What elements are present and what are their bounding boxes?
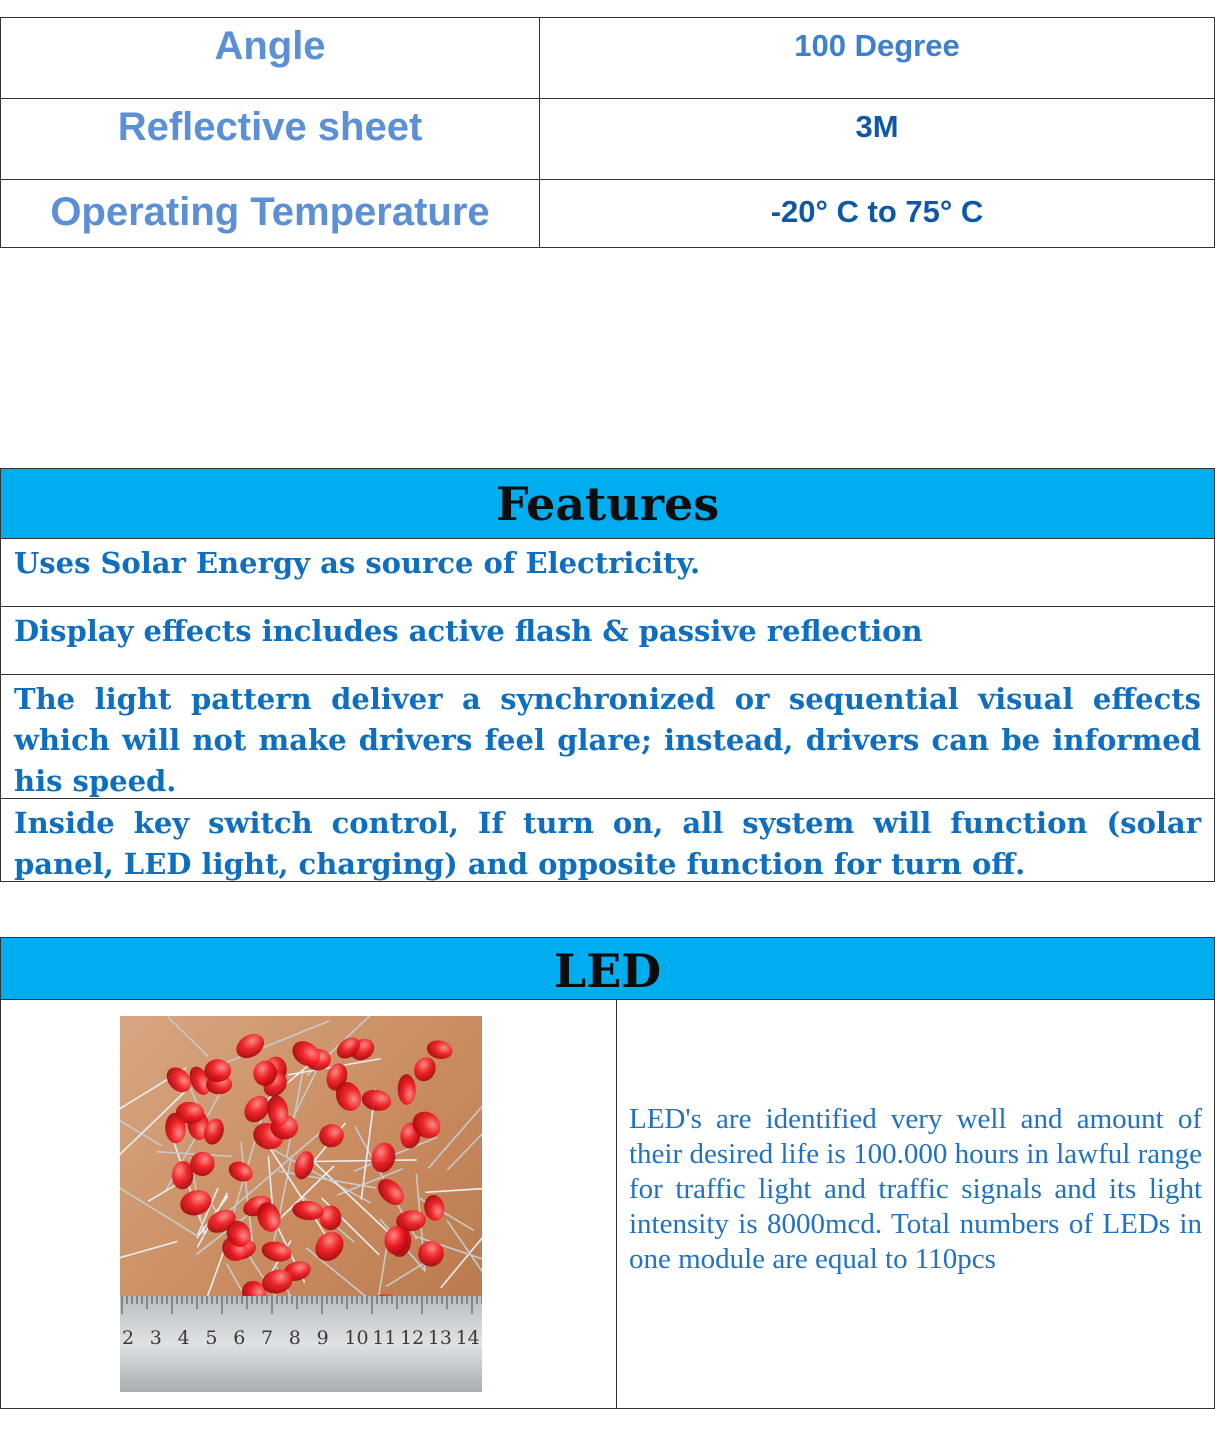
led-description: LED's are identified very well and amount of their desired life is 100.000 hours in lawful range for traffic light and traffic signals and its light intensity is 8000mcd. Total numbers of LEDs in one module are equal to 110pcs xyxy=(629,1103,1202,1275)
ruler-number: 10 xyxy=(344,1327,369,1349)
ruler-number: 7 xyxy=(261,1327,274,1349)
spec-row-operating-temperature xyxy=(1,180,1215,248)
led-title: LED xyxy=(1,938,1214,1000)
spec-label: Operating Temperature xyxy=(1,180,540,248)
spec-row-angle xyxy=(1,18,1215,99)
led-section xyxy=(0,937,1215,1409)
ruler-number: 14 xyxy=(455,1327,480,1349)
ruler-number: 9 xyxy=(316,1327,329,1349)
features-title: Features xyxy=(1,469,1214,539)
spec-value: -20° C to 75° C xyxy=(540,180,1215,248)
feature-item: Inside key switch control, If turn on, all system will function (solar panel, LED light, charging) and opposite function for turn off. xyxy=(14,806,1201,881)
feature-item: Uses Solar Energy as source of Electricity. xyxy=(1,539,1214,607)
led-photo-cell xyxy=(1,1000,617,1408)
feature-item: The light pattern deliver a synchronized or sequential visual effects which will not make drivers feel glare; instead, drivers can be informed his speed. xyxy=(1,675,1214,799)
led-body xyxy=(1,1000,1214,1408)
spec-label: Reflective sheet xyxy=(1,99,540,180)
ruler-number: 13 xyxy=(427,1327,452,1349)
spec-row-reflective-sheet xyxy=(1,99,1215,180)
ruler-number: 5 xyxy=(205,1327,218,1349)
ruler-number: 11 xyxy=(372,1327,397,1349)
led-photo xyxy=(120,1016,482,1392)
spec-table xyxy=(0,17,1215,248)
spec-value: 100 Degree xyxy=(540,18,1215,99)
feature-item: Display effects includes active flash & passive reflection xyxy=(1,607,1214,675)
spec-label: Angle xyxy=(1,18,540,99)
spec-value: 3M xyxy=(540,99,1215,180)
features-section xyxy=(0,468,1215,882)
ruler-number: 3 xyxy=(149,1327,162,1349)
ruler-number: 4 xyxy=(177,1327,190,1349)
ruler-number: 8 xyxy=(288,1327,301,1349)
ruler-number: 2 xyxy=(122,1327,135,1349)
ruler-number: 12 xyxy=(400,1327,425,1349)
ruler-number: 6 xyxy=(233,1327,246,1349)
